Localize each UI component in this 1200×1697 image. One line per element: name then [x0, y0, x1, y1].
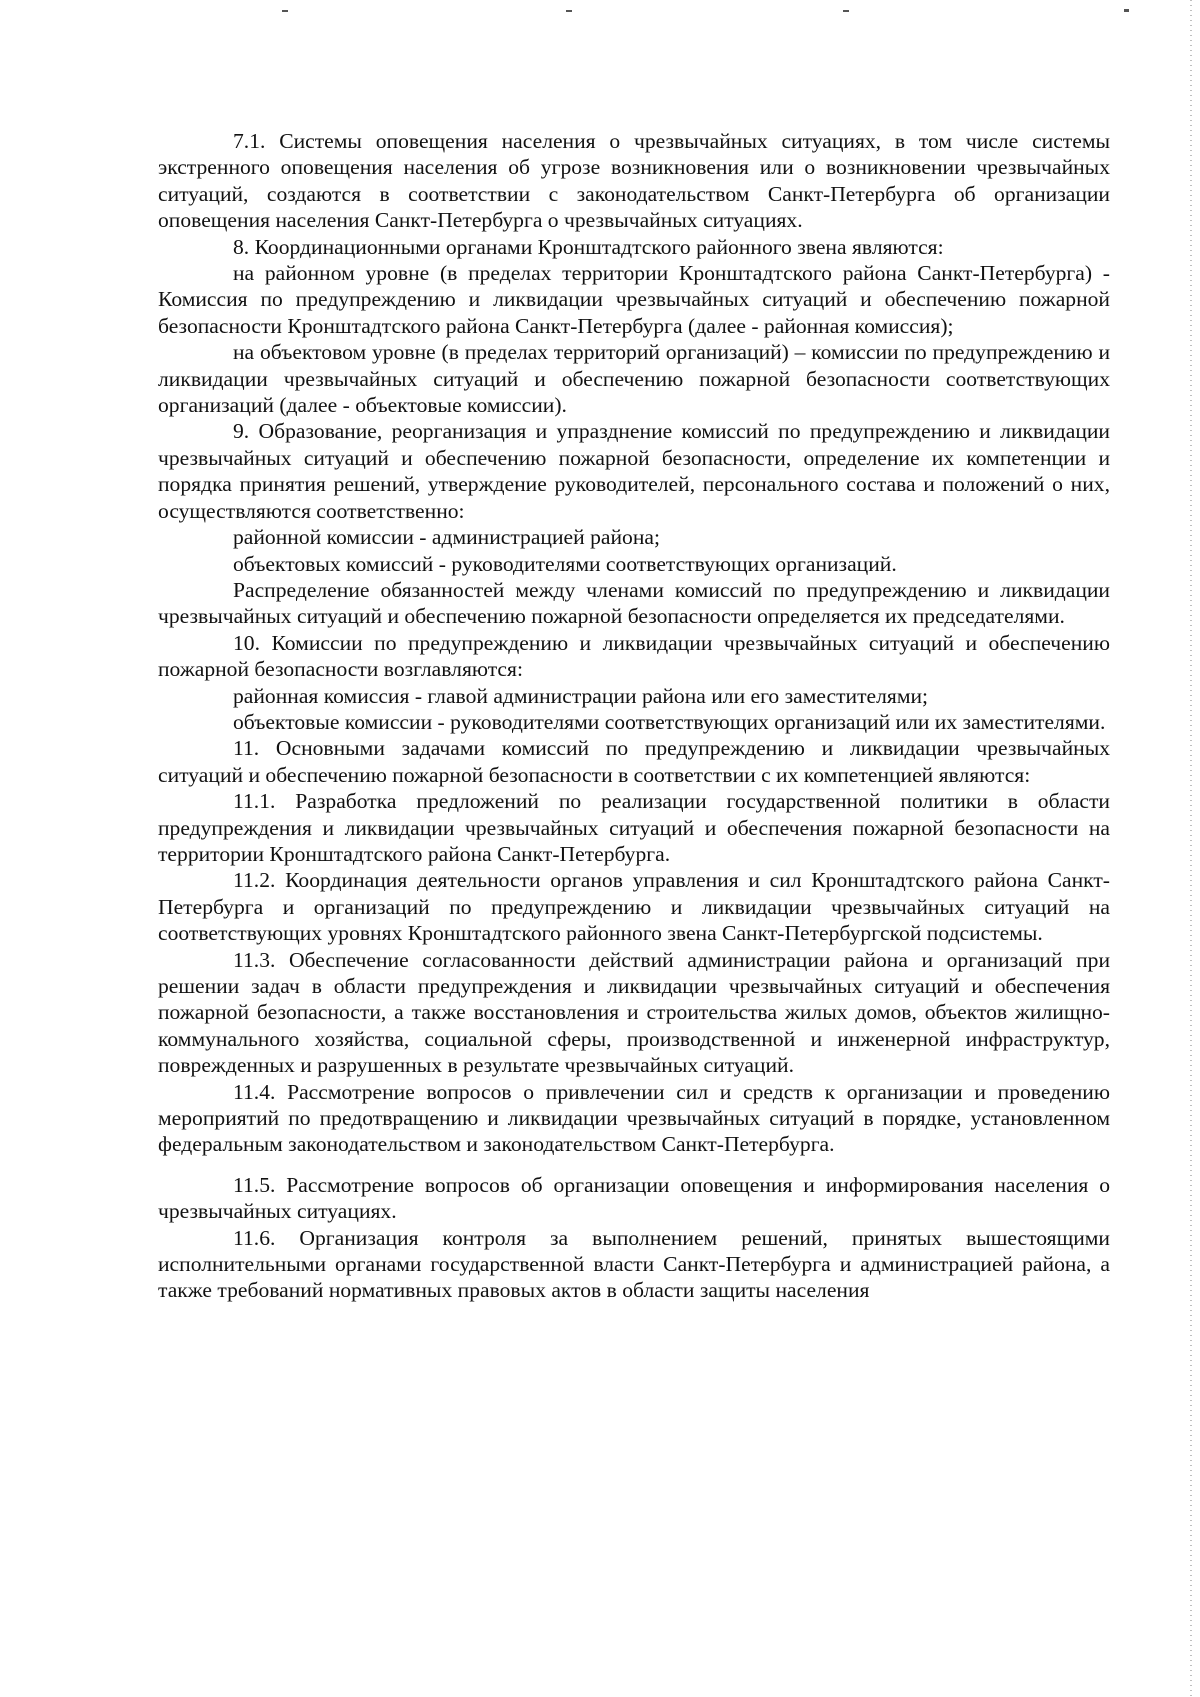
document-body	[158, 128, 1110, 1304]
scan-artifact	[282, 10, 288, 12]
paragraph-10-object-commissions: объектовые комиссии - руководителями соответствующих организаций или их заместителями.	[233, 709, 1106, 734]
paragraph-11-2: 11.2. Координация деятельности органов управления и сил Кронштадтского района Санкт-Петербурга и организаций по предупреждению и ликвидации чрезвычайных ситуаций на соответствующих уровнях Кронштадтского районного звена Санкт-Петербургской подсистемы.	[158, 868, 1110, 946]
scan-artifact	[566, 10, 572, 12]
paragraph-11-1: 11.1. Разработка предложений по реализации государственной политики в области предупреждения и ликвидации чрезвычайных ситуаций и обеспечения пожарной безопасности на территории Кронштадтского района Санкт-Петербурга.	[158, 789, 1110, 866]
paragraph-9-duties: Распределение обязанностей между членами комиссий по предупреждению и ликвидации чрезвычайных ситуаций и обеспечению пожарной безопасности определяется их председателями.	[158, 577, 1110, 629]
scan-artifact	[843, 10, 849, 12]
paragraph-9-object-commissions: объектовых комиссий - руководителями соответствующих организаций.	[233, 551, 897, 576]
scan-edge-artifact	[1190, 0, 1192, 1697]
paragraph-8-object-level: на объектовом уровне (в пределах территорий организаций) – комиссии по предупреждению и ликвидации чрезвычайных ситуаций и обеспечению пожарной безопасности соответствующих организаций (далее - объектовые комиссии).	[158, 340, 1110, 418]
paragraph-7-1: 7.1. Системы оповещения населения о чрезвычайных ситуациях, в том числе системы экстренного оповещения населения об угрозе возникновения или о возникновении чрезвычайных ситуаций, создаются в соответствии с законодательством Санкт-Петербурга об организации оповещения населения Санкт-Петербурга о чрезвычайных ситуациях.	[158, 129, 1110, 233]
paragraph-10-district-commission: районная комиссия - главой администрации района или его заместителями;	[233, 683, 929, 708]
paragraph-11-4: 11.4. Рассмотрение вопросов о привлечении сил и средств к организации и проведению мероприятий по предотвращению и ликвидации чрезвычайных ситуаций в порядке, установленном федеральным законодательством и законодательством Санкт-Петербурга.	[158, 1079, 1110, 1157]
paragraph-11: 11. Основными задачами комиссий по предупреждению и ликвидации чрезвычайных ситуаций и обеспечению пожарной безопасности в соответствии с их компетенцией являются:	[158, 736, 1110, 787]
paragraph-10: 10. Комиссии по предупреждению и ликвидации чрезвычайных ситуаций и обеспечению пожарной безопасности возглавляются:	[158, 630, 1110, 682]
scan-artifact	[1124, 9, 1129, 12]
paragraph-11-3: 11.3. Обеспечение согласованности действий администрации района и организаций при решении задач в области предупреждения и ликвидации чрезвычайных ситуаций и обеспечения пожарной безопасности, а также восстановления и строительства жилых домов, объектов жилищно-коммунального хозяйства, социальной сферы, производственной и инженерной инфраструктур, поврежденных и разрушенных в результате чрезвычайных ситуаций.	[158, 947, 1110, 1078]
paragraph-11-6: 11.6. Организация контроля за выполнением решений, принятых вышестоящими исполнительными органами государственной власти Санкт-Петербурга и администрацией района, а также требований нормативных правовых актов в области защиты населения	[158, 1225, 1110, 1303]
paragraph-8-district-level: на районном уровне (в пределах территории Кронштадтского района Санкт-Петербурга) - Комиссия по предупреждению и ликвидации чрезвычайных ситуаций и обеспечению пожарной безопасности Кронштадтского района Санкт-Петербурга (далее - районная комиссия);	[158, 261, 1110, 338]
paragraph-8: 8. Координационными органами Кронштадтского районного звена являются:	[233, 234, 944, 259]
paragraph-9: 9. Образование, реорганизация и упразднение комиссий по предупреждению и ликвидации чрезвычайных ситуаций и обеспечению пожарной безопасности, определение их компетенции и порядка принятия решений, утверждение руководителей, персонального состава и положений о них, осуществляются соответственно:	[158, 419, 1110, 523]
paragraph-11-5: 11.5. Рассмотрение вопросов об организации оповещения и информирования населения о чрезвычайных ситуациях.	[158, 1172, 1110, 1224]
paragraph-9-district-commission: районной комиссии - администрацией района;	[233, 525, 660, 550]
